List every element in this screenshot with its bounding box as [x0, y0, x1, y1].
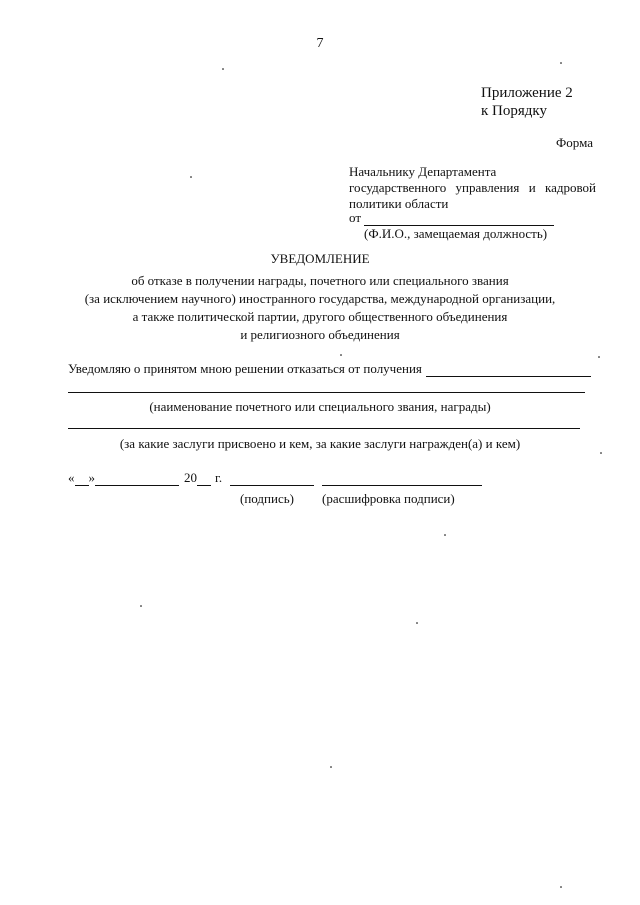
addressee-word: и	[528, 180, 536, 195]
addressee-line-2	[349, 180, 596, 196]
award-name-blank[interactable]	[68, 392, 585, 393]
annex-procedure: к Порядку	[481, 103, 547, 119]
from-caption: (Ф.И.О., замещаемая должность)	[364, 226, 548, 241]
addressee-word: кадровой	[544, 180, 596, 195]
signature-blank[interactable]	[230, 473, 314, 486]
day-blank[interactable]	[75, 473, 89, 486]
page-number: 7	[316, 36, 324, 51]
subtitle-line-3: а также политической партии, другого общественного объединения	[132, 309, 508, 324]
signature-decoding-caption: (расшифровка подписи)	[322, 491, 455, 506]
month-blank[interactable]	[95, 473, 179, 486]
scan-speck	[560, 62, 562, 64]
subtitle-line-2: (за исключением научного) иностранного государства, международной организации,	[84, 291, 556, 306]
addressee-word: государственного	[349, 180, 447, 195]
scan-speck	[444, 534, 446, 536]
addressee-word: управления	[455, 180, 520, 195]
scan-speck	[560, 886, 562, 888]
scan-speck	[190, 176, 192, 178]
from-blank[interactable]	[364, 213, 554, 226]
addressee-line-3: политики области	[349, 196, 449, 211]
document-subtitle	[0, 272, 640, 344]
close-quote: »	[88, 470, 95, 485]
year-prefix: 20	[184, 470, 197, 485]
scan-speck	[598, 356, 600, 358]
document-title: УВЕДОМЛЕНИЕ	[270, 251, 370, 266]
annex-reference	[481, 84, 573, 120]
from-line	[349, 210, 554, 226]
annex-number: Приложение 2	[481, 85, 573, 101]
signature-decoding-blank[interactable]	[322, 473, 482, 486]
subtitle-line-4: и религиозного объединения	[240, 327, 400, 342]
date-signature-line	[68, 470, 482, 486]
scan-speck	[600, 452, 602, 454]
notice-blank[interactable]	[426, 364, 591, 377]
signature-caption: (подпись)	[240, 491, 294, 506]
scan-speck	[416, 622, 418, 624]
from-label: от	[349, 210, 362, 225]
year-suffix: г.	[215, 470, 223, 485]
merit-blank[interactable]	[68, 428, 580, 429]
addressee-line-1: Начальнику Департамента	[349, 164, 497, 179]
scan-speck	[222, 68, 224, 70]
subtitle-line-1: об отказе в получении награды, почетного или специального звания	[131, 273, 509, 288]
scan-speck	[330, 766, 332, 768]
year-blank[interactable]	[197, 473, 211, 486]
form-label: Форма	[556, 135, 593, 150]
scan-speck	[340, 354, 342, 356]
notice-line	[68, 361, 591, 377]
notice-text: Уведомляю о принятом мною решении отказаться от получения	[68, 361, 422, 376]
scan-speck	[140, 605, 142, 607]
award-name-caption: (наименование почетного или специального звания, награды)	[149, 399, 491, 414]
open-quote: «	[68, 470, 75, 485]
addressee-block	[349, 164, 596, 212]
merit-caption: (за какие заслуги присвоено и кем, за какие заслуги награжден(а) и кем)	[119, 436, 521, 451]
